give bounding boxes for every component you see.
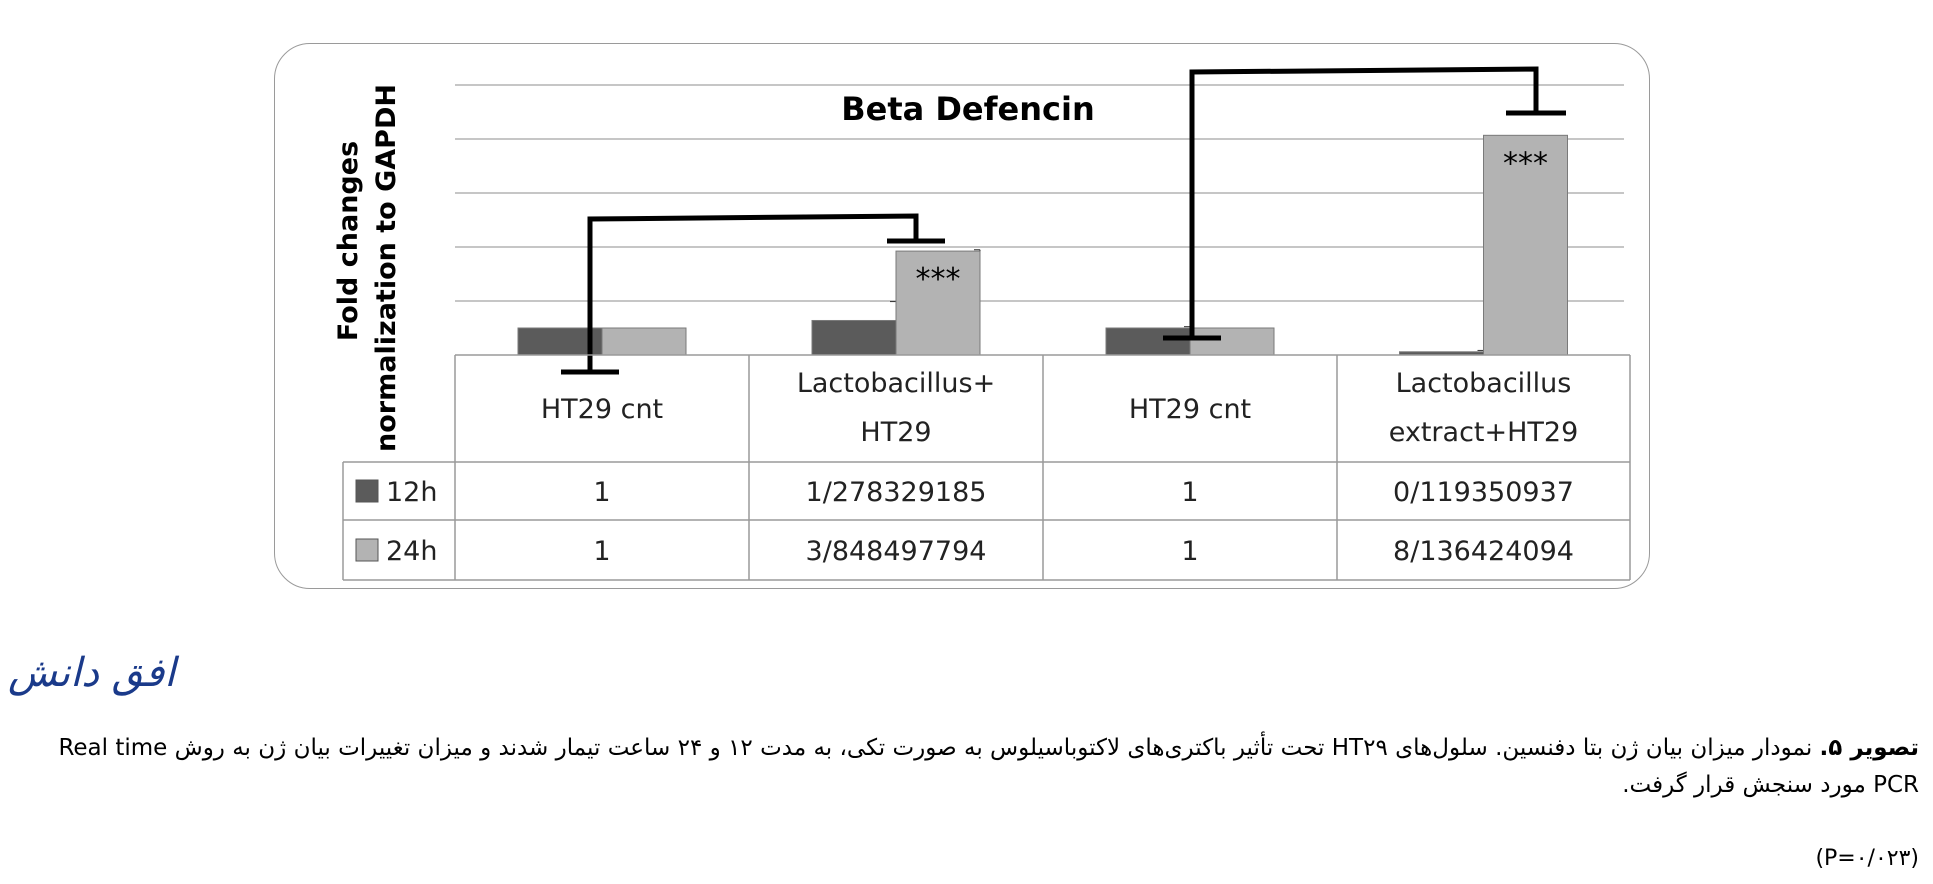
legend-key-24h bbox=[356, 539, 378, 561]
significance-label: *** bbox=[1503, 146, 1548, 182]
data-value-24h-2: 1 bbox=[1181, 536, 1199, 567]
bar-12h-2 bbox=[1106, 328, 1190, 355]
data-value-12h-2: 1 bbox=[1181, 477, 1199, 508]
data-value-24h-1: 3/848497794 bbox=[805, 536, 987, 567]
category-label-0: HT29 cnt bbox=[540, 394, 664, 425]
data-value-12h-1: 1/278329185 bbox=[805, 477, 987, 508]
y-axis-label-line1: Fold changes bbox=[333, 140, 364, 342]
bar-24h-0 bbox=[602, 328, 686, 355]
data-value-24h-0: 1 bbox=[593, 536, 611, 567]
caption-lead: تصویر ۵. bbox=[1819, 735, 1919, 761]
legend-label-12h: 12h bbox=[386, 477, 438, 508]
bar-24h-2 bbox=[1190, 328, 1274, 355]
category-label-1-line1: Lactobacillus+ bbox=[796, 368, 996, 399]
journal-logo: افق دانش bbox=[8, 650, 176, 696]
data-value-24h-3: 8/136424094 bbox=[1393, 536, 1574, 567]
category-label-1-line2: HT29 bbox=[860, 417, 932, 448]
category-label-3-line2: extract+HT29 bbox=[1388, 417, 1579, 448]
significance-label: *** bbox=[915, 262, 961, 298]
y-axis-label-line2: normalization to GAPDH bbox=[371, 84, 402, 452]
data-value-12h-0: 1 bbox=[593, 477, 611, 508]
chart-title: Beta Defencin bbox=[841, 90, 1095, 128]
category-label-2: HT29 cnt bbox=[1128, 394, 1252, 425]
bar-12h-1 bbox=[812, 320, 896, 355]
p-value: (P=۰/۰۲۳) bbox=[1815, 846, 1919, 871]
caption-body: نمودار میزان بیان ژن بتا دفنسین. سلول‌های HT۲۹ تحت تأثیر باکتری‌های لاکتوباسیلوس به صورت تکی، به مدت ۱۲ و ۲۴ ساعت تیمار شدند و میزان تغییرات بیان ژن به روش Real time PCR مورد سنجش قرار گرفت. bbox=[58, 735, 1919, 798]
legend-label-24h: 24h bbox=[386, 536, 438, 567]
data-value-12h-3: 0/119350937 bbox=[1393, 477, 1574, 508]
category-label-3-line1: Lactobacillus bbox=[1395, 368, 1572, 399]
figure-caption bbox=[9, 730, 1919, 804]
legend-key-12h bbox=[356, 480, 378, 502]
